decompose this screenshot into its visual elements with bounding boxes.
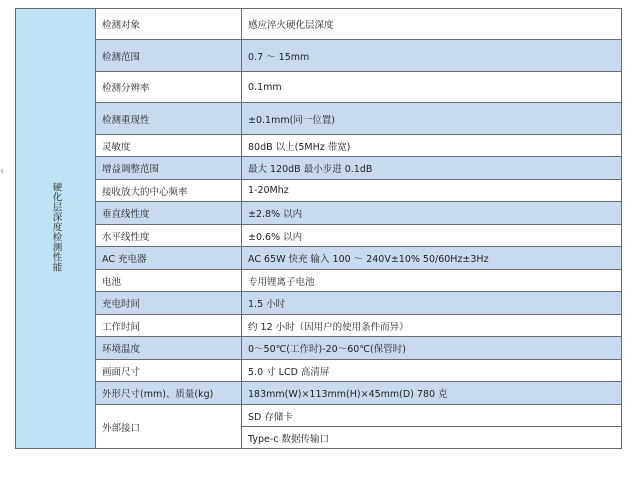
row-label: 垂直线性度: [96, 202, 242, 225]
row-label: 增益调整范围: [96, 157, 242, 180]
spec-row: [16, 103, 622, 135]
spec-row: [16, 360, 622, 382]
spec-row: [16, 315, 622, 337]
row-label: 外形尺寸(mm)、质量(kg): [96, 382, 242, 405]
spec-row: [16, 135, 622, 157]
row-label: 外部接口: [96, 405, 242, 449]
spec-row: [16, 270, 622, 292]
row-value: AC 65W 快充 输入 100 ～ 240V±10% 50/60Hz±3Hz: [242, 247, 622, 270]
spec-table: [15, 8, 622, 449]
row-value: ±0.1mm(同一位置): [242, 103, 622, 135]
spec-row: [16, 40, 622, 72]
row-value: ±2.8% 以内: [242, 202, 622, 225]
row-value: 专用锂离子电池: [242, 270, 622, 292]
row-label: AC 充电器: [96, 247, 242, 270]
row-label: 检测范围: [96, 40, 242, 72]
spec-row: [16, 405, 622, 427]
spec-row: [16, 157, 622, 180]
row-value: 5.0 寸 LCD 高清屏: [242, 360, 622, 382]
spec-row: [16, 337, 622, 360]
chevron-left-icon[interactable]: ‹: [0, 166, 4, 177]
row-value: 感应淬火硬化层深度: [242, 9, 622, 40]
spec-row: [16, 202, 622, 225]
row-value: 80dB 以上(5MHz 带宽): [242, 135, 622, 157]
spec-row: [16, 292, 622, 315]
row-label: 充电时间: [96, 292, 242, 315]
spec-row: [16, 247, 622, 270]
row-value: ±0.6% 以内: [242, 225, 622, 247]
row-label: 画面尺寸: [96, 360, 242, 382]
row-value: 0.1mm: [242, 72, 622, 103]
spec-row: [16, 9, 622, 40]
row-label: 灵敏度: [96, 135, 242, 157]
spec-row: [16, 180, 622, 202]
row-value: 0.7 ～ 15mm: [242, 40, 622, 72]
row-value: 1.5 小时: [242, 292, 622, 315]
spec-row: [16, 72, 622, 103]
row-label: 电池: [96, 270, 242, 292]
row-value: 约 12 小时（因用户的使用条件而异）: [242, 315, 622, 337]
spec-row: [16, 225, 622, 247]
section-header: [16, 9, 96, 449]
section-title: 硬化层深度检测性能: [50, 182, 62, 272]
row-label: 接收放大的中心频率: [96, 180, 242, 202]
row-label: 检测分辨率: [96, 72, 242, 103]
row-label: 检测重现性: [96, 103, 242, 135]
row-label: 检测对象: [96, 9, 242, 40]
row-label: 工作时间: [96, 315, 242, 337]
row-label: 水平线性度: [96, 225, 242, 247]
row-value: 最大 120dB 最小步进 0.1dB: [242, 157, 622, 180]
row-label: 环境温度: [96, 337, 242, 360]
row-value: Type-c 数据传输口: [242, 427, 622, 449]
spec-row: [16, 382, 622, 405]
row-value: 1-20Mhz: [242, 180, 622, 202]
row-value: 0～50℃(工作时)-20～60℃(保管时): [242, 337, 622, 360]
row-value: SD 存储卡: [242, 405, 622, 427]
row-value: 183mm(W)×113mm(H)×45mm(D) 780 克: [242, 382, 622, 405]
